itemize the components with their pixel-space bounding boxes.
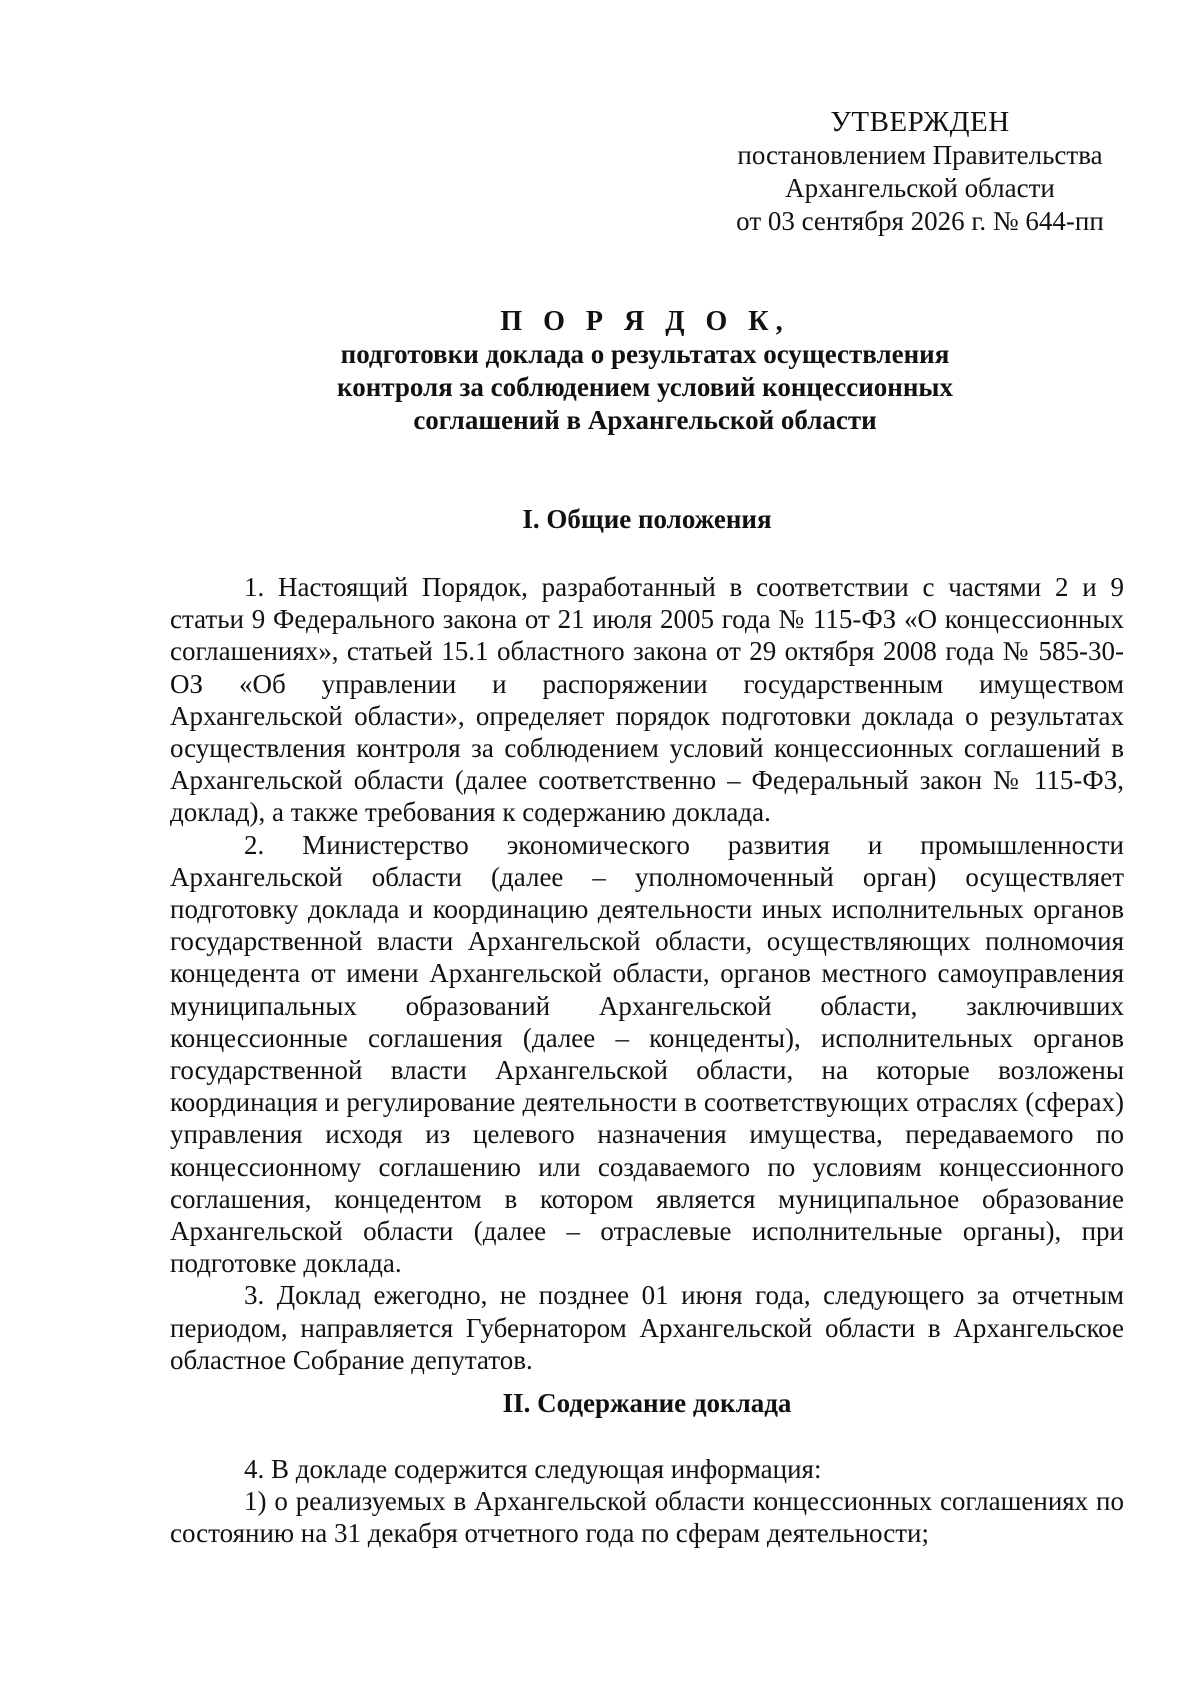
document-subtitle-line-2: контроля за соблюдением условий концессионных: [337, 372, 953, 402]
document-subtitle-line-3: соглашений в Архангельской области: [413, 405, 877, 435]
section-1-body: [170, 571, 1124, 1376]
paragraph-2: 2. Министерство экономического развития и промышленности Архангельской области (далее – уполномоченный орган) осуществляет подготовку доклада и координацию деятельности иных исполнительных органов государственной власти Архангельской области, осуществляющих полномочия концедента от имени Архангельской области, органов местного самоуправления муниципальных образований Архангельской области, заключивших концессионные соглашения (далее – концеденты), исполнительных органов государственной власти Архангельской области, на которые возложены координация и регулирование деятельности в соответствующих отраслях (сферах) управления исходя из целевого назначения имущества, передаваемого по концессионному соглашению или создаваемого по условиям концессионного соглашения, концедентом в котором является муниципальное образование Архангельской области (далее – отраслевые исполнительные органы), при подготовке доклада.: [170, 829, 1124, 1279]
approval-line-3: от 03 сентября 2026 г. № 644-пп: [736, 206, 1104, 236]
section-2-heading-wrap: [170, 1387, 1124, 1419]
section-1-heading: I. Общие положения: [522, 504, 772, 534]
paragraph-4-item-1: 1) о реализуемых в Архангельской области концессионных соглашениях по состоянию на 31 декабря отчетного года по сферам деятельности;: [170, 1486, 1124, 1549]
approval-stamp: [700, 106, 1140, 238]
approval-line-1: постановлением Правительства: [737, 140, 1103, 170]
document-title-block: [170, 305, 1120, 437]
section-2-heading: II. Содержание доклада: [502, 1388, 792, 1418]
approval-title: УТВЕРЖДЕН: [830, 106, 1010, 138]
section-2-body: [170, 1453, 1124, 1550]
approval-line-2: Архангельской области: [785, 173, 1055, 203]
document-subtitle-line-1: подготовки доклада о результатах осуществления: [340, 339, 950, 369]
paragraph-1: 1. Настоящий Порядок, разработанный в соответствии с частями 2 и 9 статьи 9 Федерального закона от 21 июля 2005 года № 115-ФЗ «О концессионных соглашениях», статьей 15.1 областного закона от 29 октября 2008 года № 585-30-ОЗ «Об управлении и распоряжении государственным имуществом Архангельской области», определяет порядок подготовки доклада о результатах осуществления контроля за соблюдением условий концессионных соглашений в Архангельской области (далее соответственно – Федеральный закон № 115-ФЗ, доклад), а также требования к содержанию доклада.: [170, 572, 1124, 828]
paragraph-3: 3. Доклад ежегодно, не позднее 01 июня года, следующего за отчетным периодом, направляется Губернатором Архангельской области в Архангельское областное Собрание депутатов.: [170, 1280, 1124, 1375]
section-1-heading-wrap: [170, 503, 1124, 535]
document-title: П О Р Я Д О К,: [500, 306, 790, 337]
paragraph-4: 4. В докладе содержится следующая информация:: [244, 1454, 822, 1484]
